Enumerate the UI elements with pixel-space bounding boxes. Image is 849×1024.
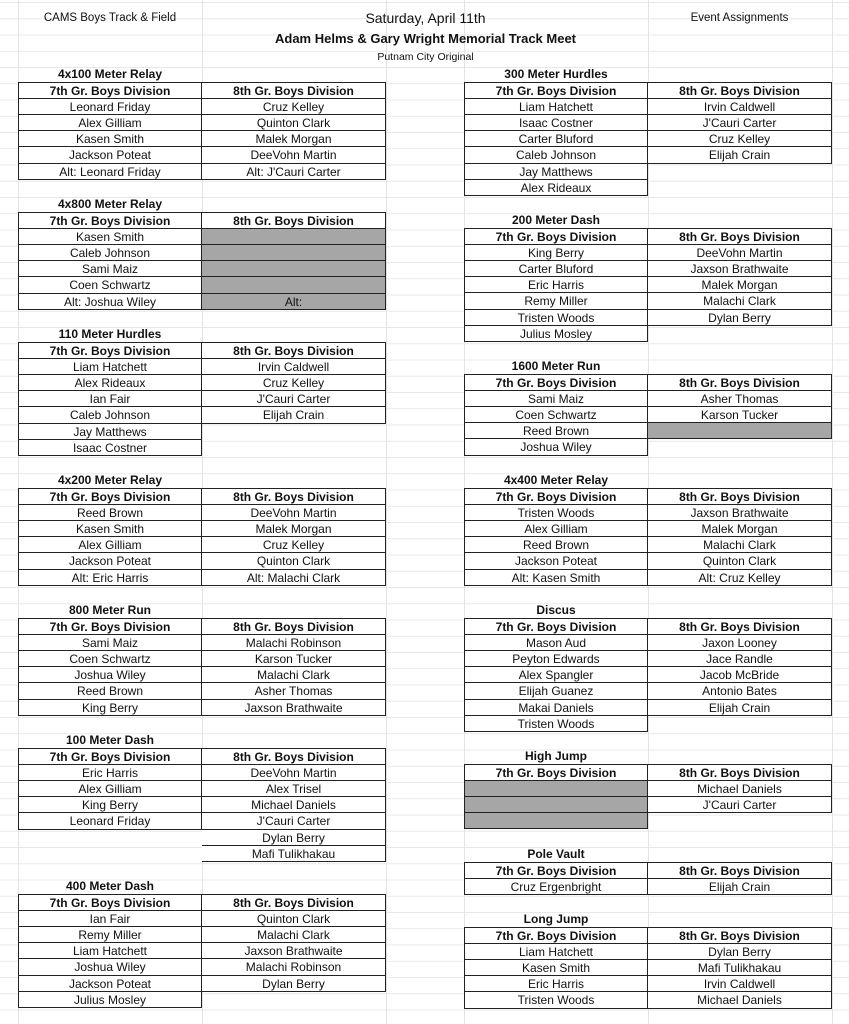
athlete-cell: Alex Gilliam xyxy=(18,537,202,553)
athlete-cell: Liam Hatchett xyxy=(18,359,202,375)
eighth-grade-column xyxy=(202,618,386,716)
athlete-cell: Alex Rideaux xyxy=(464,180,648,196)
athlete-cell: Alex Trisel xyxy=(202,781,386,797)
athlete-cell: Reed Brown xyxy=(464,537,648,553)
division-header-cell: 7th Gr. Boys Division xyxy=(464,862,648,878)
athlete-cell: Jay Matthews xyxy=(18,424,202,440)
athlete-cell: Jace Randle xyxy=(648,651,832,667)
athlete-cell: Elijah Crain xyxy=(648,879,832,895)
athlete-cell: Coen Schwartz xyxy=(464,407,648,423)
athlete-cell: Coen Schwartz xyxy=(18,277,202,293)
athlete-cell: Michael Daniels xyxy=(648,992,832,1008)
event-long-jump xyxy=(464,911,832,1009)
athlete-cell: Jaxson Brathwaite xyxy=(202,700,386,716)
division-header-cell: 7th Gr. Boys Division xyxy=(464,228,648,244)
athlete-cell: Kasen Smith xyxy=(464,960,648,976)
athlete-cell: Alt: Leonard Friday xyxy=(18,164,202,180)
athlete-cell: Dylan Berry xyxy=(648,310,832,326)
seventh-grade-column xyxy=(464,374,648,455)
athlete-cell: Alt: Malachi Clark xyxy=(202,570,386,586)
seventh-grade-column xyxy=(18,894,202,1008)
eighth-grade-column xyxy=(202,488,386,586)
athlete-cell: Malek Morgan xyxy=(202,521,386,537)
event-high-jump xyxy=(464,748,832,829)
athlete-cell: Kasen Smith xyxy=(18,229,202,245)
athlete-cell: Jacob McBride xyxy=(648,667,832,683)
division-header-cell: 7th Gr. Boys Division xyxy=(464,618,648,634)
event-pole-vault xyxy=(464,846,832,895)
athlete-cell: Tristen Woods xyxy=(464,716,648,732)
athlete-cell: Jaxon Looney xyxy=(648,635,832,651)
athlete-cell: Leonard Friday xyxy=(18,813,202,829)
athlete-cell: J'Cauri Carter xyxy=(648,797,832,813)
event-110-meter-hurdles xyxy=(18,326,386,456)
division-header-cell: 7th Gr. Boys Division xyxy=(18,342,202,358)
athlete-cell: King Berry xyxy=(18,797,202,813)
division-header-cell: 8th Gr. Boys Division xyxy=(648,764,832,780)
division-header-cell: 8th Gr. Boys Division xyxy=(648,374,832,390)
athlete-cell: Alex Gilliam xyxy=(18,115,202,131)
athlete-cell: Reed Brown xyxy=(18,683,202,699)
athlete-cell: Reed Brown xyxy=(464,423,648,439)
event-title: 400 Meter Dash xyxy=(65,879,155,893)
athlete-cell: Sami Maiz xyxy=(18,635,202,651)
athlete-cell: Jay Matthews xyxy=(464,164,648,180)
event-400-meter-dash xyxy=(18,878,386,1008)
seventh-grade-column xyxy=(18,618,202,716)
athlete-cell: Alt: xyxy=(202,294,386,310)
athlete-cell: Irvin Caldwell xyxy=(648,99,832,115)
athlete-cell: Quinton Clark xyxy=(202,911,386,927)
event-title: 4x800 Meter Relay xyxy=(57,197,163,211)
athlete-cell: Eric Harris xyxy=(464,277,648,293)
eighth-grade-column xyxy=(202,342,386,456)
division-header-cell: 8th Gr. Boys Division xyxy=(202,342,386,358)
athlete-cell: Alex Gilliam xyxy=(464,521,648,537)
athlete-cell: King Berry xyxy=(18,700,202,716)
athlete-cell: Makai Daniels xyxy=(464,700,648,716)
athlete-cell: Eric Harris xyxy=(464,976,648,992)
eighth-grade-column xyxy=(202,82,386,180)
athlete-cell: Alt: Kasen Smith xyxy=(464,570,648,586)
athlete-cell: Karson Tucker xyxy=(202,651,386,667)
athlete-cell: J'Cauri Carter xyxy=(648,115,832,131)
athlete-cell: DeeVohn Martin xyxy=(202,147,386,163)
division-header-cell: 7th Gr. Boys Division xyxy=(18,894,202,910)
athlete-cell: Sami Maiz xyxy=(464,391,648,407)
seventh-grade-column xyxy=(18,82,202,180)
athlete-cell: Kasen Smith xyxy=(18,131,202,147)
division-header-cell: 8th Gr. Boys Division xyxy=(648,927,832,943)
athlete-cell: Michael Daniels xyxy=(202,797,386,813)
athlete-cell: Alt: Joshua Wiley xyxy=(18,294,202,310)
eighth-grade-column xyxy=(648,488,832,586)
event-title: 100 Meter Dash xyxy=(65,733,155,747)
athlete-cell: Quinton Clark xyxy=(202,553,386,569)
athlete-cell: Eric Harris xyxy=(18,765,202,781)
athlete-cell: DeeVohn Martin xyxy=(202,505,386,521)
athlete-cell: Irvin Caldwell xyxy=(202,359,386,375)
empty-shaded-cell xyxy=(648,423,832,439)
empty-shaded-cell xyxy=(202,277,386,293)
seventh-grade-column xyxy=(18,748,202,862)
athlete-cell: Leonard Friday xyxy=(18,99,202,115)
eighth-grade-column xyxy=(648,82,832,196)
event-title: 200 Meter Dash xyxy=(511,213,601,227)
seventh-grade-column xyxy=(464,927,648,1008)
athlete-cell: King Berry xyxy=(464,245,648,261)
athlete-cell: Alt: Cruz Kelley xyxy=(648,570,832,586)
sheet-label: Event Assignments xyxy=(690,12,789,24)
empty-shaded-cell xyxy=(202,245,386,261)
eighth-grade-column xyxy=(202,212,386,310)
seventh-grade-column xyxy=(464,618,648,732)
athlete-cell: Joshua Wiley xyxy=(464,439,648,455)
empty-shaded-cell xyxy=(202,261,386,277)
athlete-cell: Elijah Guanez xyxy=(464,683,648,699)
event-title: 4x200 Meter Relay xyxy=(57,473,163,487)
athlete-cell: Isaac Costner xyxy=(464,115,648,131)
athlete-cell: Alex Spangler xyxy=(464,667,648,683)
eighth-grade-column xyxy=(648,764,832,829)
athlete-cell: Sami Maiz xyxy=(18,261,202,277)
athlete-cell: Julius Mosley xyxy=(18,992,202,1008)
event-4x100-meter-relay xyxy=(18,66,386,180)
meet-location: Putnam City Original xyxy=(377,51,474,63)
eighth-grade-column xyxy=(648,618,832,732)
event-title: 300 Meter Hurdles xyxy=(504,67,608,81)
athlete-cell: Jaxson Brathwaite xyxy=(648,505,832,521)
event-title: 800 Meter Run xyxy=(68,603,152,617)
athlete-cell: Isaac Costner xyxy=(18,440,202,456)
eighth-grade-column xyxy=(648,374,832,455)
athlete-cell: Malek Morgan xyxy=(648,277,832,293)
athlete-cell: Kasen Smith xyxy=(18,521,202,537)
grid-column-line xyxy=(386,0,387,1024)
division-header-cell: 8th Gr. Boys Division xyxy=(202,748,386,764)
athlete-cell: Dylan Berry xyxy=(202,830,386,846)
event-4x400-meter-relay xyxy=(464,472,832,586)
athlete-cell: Malachi Robinson xyxy=(202,959,386,975)
division-header-cell: 8th Gr. Boys Division xyxy=(648,228,832,244)
event-title: High Jump xyxy=(525,749,587,763)
event-title: 1600 Meter Run xyxy=(511,359,601,373)
empty-shaded-cell xyxy=(464,813,648,829)
seventh-grade-column xyxy=(464,488,648,586)
athlete-cell: Malek Morgan xyxy=(648,521,832,537)
division-header-cell: 8th Gr. Boys Division xyxy=(648,488,832,504)
athlete-cell: Remy Miller xyxy=(18,927,202,943)
athlete-cell: Liam Hatchett xyxy=(464,99,648,115)
eighth-grade-column xyxy=(202,894,386,1008)
athlete-cell: Carter Bluford xyxy=(464,131,648,147)
event-1600-meter-run xyxy=(464,358,832,456)
athlete-cell: Malek Morgan xyxy=(202,131,386,147)
division-header-cell: 7th Gr. Boys Division xyxy=(464,82,648,98)
division-header-cell: 8th Gr. Boys Division xyxy=(202,894,386,910)
athlete-cell: Antonio Bates xyxy=(648,683,832,699)
athlete-cell: Jackson Poteat xyxy=(464,553,648,569)
eighth-grade-column xyxy=(648,228,832,342)
athlete-cell: Asher Thomas xyxy=(202,683,386,699)
division-header-cell: 8th Gr. Boys Division xyxy=(202,82,386,98)
seventh-grade-column xyxy=(464,228,648,342)
event-title: Long Jump xyxy=(523,912,589,926)
athlete-cell: Liam Hatchett xyxy=(464,944,648,960)
division-header-cell: 8th Gr. Boys Division xyxy=(648,618,832,634)
athlete-cell: Michael Daniels xyxy=(648,781,832,797)
athlete-cell: Jackson Poteat xyxy=(18,147,202,163)
athlete-cell: Remy Miller xyxy=(464,293,648,309)
division-header-cell: 7th Gr. Boys Division xyxy=(18,212,202,228)
division-header-cell: 8th Gr. Boys Division xyxy=(202,488,386,504)
athlete-cell: Malachi Clark xyxy=(202,667,386,683)
division-header-cell: 8th Gr. Boys Division xyxy=(648,82,832,98)
athlete-cell: Alex Rideaux xyxy=(18,375,202,391)
athlete-cell: Coen Schwartz xyxy=(18,651,202,667)
seventh-grade-column xyxy=(464,764,648,829)
athlete-cell: Elijah Crain xyxy=(648,700,832,716)
division-header-cell: 8th Gr. Boys Division xyxy=(648,862,832,878)
empty-shaded-cell xyxy=(202,229,386,245)
event-4x800-meter-relay xyxy=(18,196,386,310)
athlete-cell: Malachi Robinson xyxy=(202,635,386,651)
athlete-cell: Malachi Clark xyxy=(648,293,832,309)
athlete-cell: Ian Fair xyxy=(18,911,202,927)
athlete-cell: Joshua Wiley xyxy=(18,667,202,683)
athlete-cell: Asher Thomas xyxy=(648,391,832,407)
eighth-grade-column xyxy=(202,748,386,862)
division-header-cell: 7th Gr. Boys Division xyxy=(464,374,648,390)
athlete-cell: Joshua Wiley xyxy=(18,959,202,975)
athlete-cell: Cruz Kelley xyxy=(202,375,386,391)
seventh-grade-column xyxy=(464,862,648,895)
athlete-cell: DeeVohn Martin xyxy=(648,245,832,261)
empty-shaded-cell xyxy=(464,797,648,813)
athlete-cell: Jaxson Brathwaite xyxy=(202,943,386,959)
event-discus xyxy=(464,602,832,732)
athlete-cell: Cruz Ergenbright xyxy=(464,879,648,895)
athlete-cell: Dylan Berry xyxy=(648,944,832,960)
athlete-cell: Tristen Woods xyxy=(464,505,648,521)
event-title: 4x100 Meter Relay xyxy=(57,67,163,81)
athlete-cell: Reed Brown xyxy=(18,505,202,521)
seventh-grade-column xyxy=(464,82,648,196)
event-4x200-meter-relay xyxy=(18,472,386,586)
athlete-cell: Caleb Johnson xyxy=(18,245,202,261)
athlete-cell: DeeVohn Martin xyxy=(202,765,386,781)
empty-shaded-cell xyxy=(464,781,648,797)
seventh-grade-column xyxy=(18,342,202,456)
division-header-cell: 8th Gr. Boys Division xyxy=(202,212,386,228)
athlete-cell: Carter Bluford xyxy=(464,261,648,277)
event-300-meter-hurdles xyxy=(464,66,832,196)
athlete-cell: Jackson Poteat xyxy=(18,553,202,569)
division-header-cell: 7th Gr. Boys Division xyxy=(18,748,202,764)
athlete-cell: Tristen Woods xyxy=(464,992,648,1008)
athlete-cell: Mafi Tulikhakau xyxy=(648,960,832,976)
athlete-cell: Malachi Clark xyxy=(648,537,832,553)
athlete-cell: J'Cauri Carter xyxy=(202,813,386,829)
athlete-cell: Quinton Clark xyxy=(648,553,832,569)
athlete-cell: Tristen Woods xyxy=(464,310,648,326)
athlete-cell: Irvin Caldwell xyxy=(648,976,832,992)
division-header-cell: 7th Gr. Boys Division xyxy=(18,82,202,98)
event-title: 4x400 Meter Relay xyxy=(503,473,609,487)
eighth-grade-column xyxy=(648,927,832,1008)
division-header-cell: 7th Gr. Boys Division xyxy=(18,618,202,634)
seventh-grade-column xyxy=(18,212,202,310)
meet-date: Saturday, April 11th xyxy=(365,10,486,26)
athlete-cell: Liam Hatchett xyxy=(18,943,202,959)
grid-column-line xyxy=(832,0,833,1024)
athlete-cell: Ian Fair xyxy=(18,391,202,407)
athlete-cell: Elijah Crain xyxy=(648,147,832,163)
seventh-grade-column xyxy=(18,488,202,586)
event-title: Pole Vault xyxy=(527,847,585,861)
division-header-cell: 7th Gr. Boys Division xyxy=(464,764,648,780)
athlete-cell: J'Cauri Carter xyxy=(202,391,386,407)
event-200-meter-dash xyxy=(464,212,832,342)
team-name: CAMS Boys Track & Field xyxy=(43,12,177,24)
eighth-grade-column xyxy=(648,862,832,895)
athlete-cell: Julius Mosley xyxy=(464,326,648,342)
division-header-cell: 7th Gr. Boys Division xyxy=(464,927,648,943)
division-header-cell: 7th Gr. Boys Division xyxy=(464,488,648,504)
athlete-cell: Mafi Tulikhakau xyxy=(202,846,386,862)
meet-title: Adam Helms & Gary Wright Memorial Track Meet xyxy=(274,31,577,46)
athlete-cell: Cruz Kelley xyxy=(202,99,386,115)
event-title: 110 Meter Hurdles xyxy=(58,327,162,341)
athlete-cell: Caleb Johnson xyxy=(464,147,648,163)
athlete-cell: Peyton Edwards xyxy=(464,651,648,667)
athlete-cell: Elijah Crain xyxy=(202,407,386,423)
athlete-cell: Malachi Clark xyxy=(202,927,386,943)
athlete-cell: Quinton Clark xyxy=(202,115,386,131)
athlete-cell: Cruz Kelley xyxy=(202,537,386,553)
athlete-cell: Alt: Eric Harris xyxy=(18,570,202,586)
athlete-cell: Mason Aud xyxy=(464,635,648,651)
event-title: Discus xyxy=(536,603,576,617)
athlete-cell: Jaxson Brathwaite xyxy=(648,261,832,277)
division-header-cell: 7th Gr. Boys Division xyxy=(18,488,202,504)
athlete-cell: Karson Tucker xyxy=(648,407,832,423)
athlete-cell: Caleb Johnson xyxy=(18,407,202,423)
athlete-cell: Alex Gilliam xyxy=(18,781,202,797)
athlete-cell: Alt: J'Cauri Carter xyxy=(202,164,386,180)
division-header-cell: 8th Gr. Boys Division xyxy=(202,618,386,634)
event-100-meter-dash xyxy=(18,732,386,862)
athlete-cell: Cruz Kelley xyxy=(648,131,832,147)
athlete-cell: Dylan Berry xyxy=(202,976,386,992)
event-800-meter-run xyxy=(18,602,386,716)
athlete-cell: Jackson Poteat xyxy=(18,976,202,992)
